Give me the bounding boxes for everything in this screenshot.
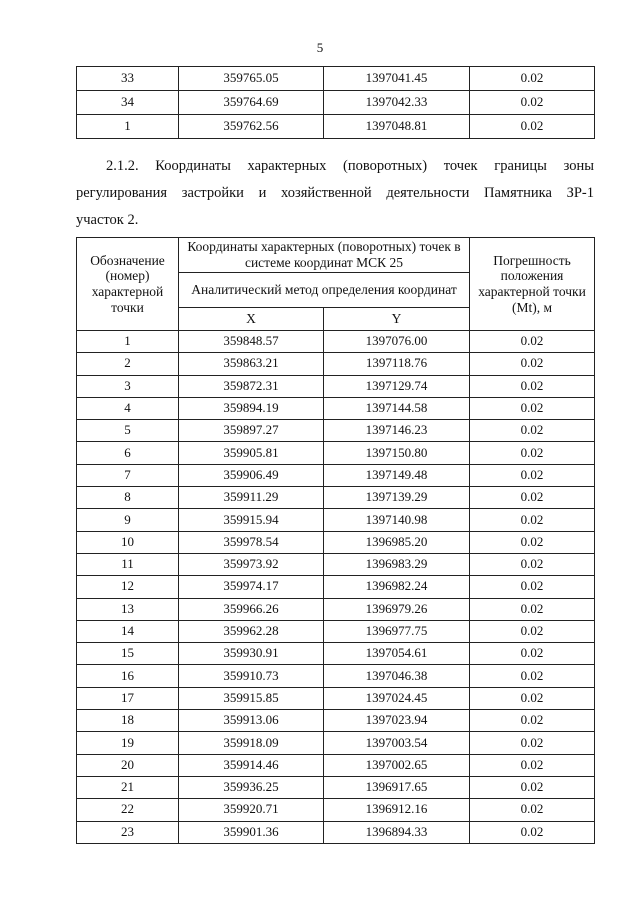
x-coordinate-cell: 359915.94 bbox=[179, 509, 324, 531]
x-coordinate-cell: 359764.69 bbox=[179, 91, 324, 115]
error-cell: 0.02 bbox=[470, 576, 595, 598]
x-coordinate-cell: 359765.05 bbox=[179, 67, 324, 91]
point-number-cell: 17 bbox=[77, 687, 179, 709]
point-number-cell: 2 bbox=[77, 353, 179, 375]
x-coordinate-cell: 359894.19 bbox=[179, 397, 324, 419]
y-coordinate-cell: 1397054.61 bbox=[324, 643, 470, 665]
y-coordinate-cell: 1396983.29 bbox=[324, 553, 470, 575]
point-number-cell: 14 bbox=[77, 620, 179, 642]
error-cell: 0.02 bbox=[470, 420, 595, 442]
error-cell: 0.02 bbox=[470, 442, 595, 464]
error-cell: 0.02 bbox=[470, 754, 595, 776]
y-coordinate-cell: 1396977.75 bbox=[324, 620, 470, 642]
y-coordinate-cell: 1397024.45 bbox=[324, 687, 470, 709]
y-coordinate-cell: 1397146.23 bbox=[324, 420, 470, 442]
y-coordinate-cell: 1397150.80 bbox=[324, 442, 470, 464]
x-coordinate-cell: 359913.06 bbox=[179, 710, 324, 732]
header-method: Аналитический метод определения координат bbox=[179, 273, 470, 308]
page-number: 5 bbox=[316, 40, 324, 55]
point-number-cell: 13 bbox=[77, 598, 179, 620]
x-coordinate-cell: 359915.85 bbox=[179, 687, 324, 709]
error-cell: 0.02 bbox=[470, 115, 595, 139]
x-coordinate-cell: 359914.46 bbox=[179, 754, 324, 776]
coordinates-table-continued-body bbox=[77, 67, 595, 139]
x-coordinate-cell: 359978.54 bbox=[179, 531, 324, 553]
point-number-cell: 6 bbox=[77, 442, 179, 464]
x-coordinate-cell: 359966.26 bbox=[179, 598, 324, 620]
x-coordinate-cell: 359936.25 bbox=[179, 776, 324, 798]
header-y: Y bbox=[324, 308, 470, 331]
error-cell: 0.02 bbox=[470, 331, 595, 353]
y-coordinate-cell: 1397076.00 bbox=[324, 331, 470, 353]
point-number-cell: 3 bbox=[77, 375, 179, 397]
error-cell: 0.02 bbox=[470, 464, 595, 486]
error-cell: 0.02 bbox=[470, 732, 595, 754]
y-coordinate-cell: 1396982.24 bbox=[324, 576, 470, 598]
error-cell: 0.02 bbox=[470, 687, 595, 709]
y-coordinate-cell: 1397003.54 bbox=[324, 732, 470, 754]
x-coordinate-cell: 359973.92 bbox=[179, 553, 324, 575]
error-cell: 0.02 bbox=[470, 643, 595, 665]
error-cell: 0.02 bbox=[470, 821, 595, 843]
table-row bbox=[77, 799, 595, 821]
point-number-cell: 15 bbox=[77, 643, 179, 665]
table-row bbox=[77, 643, 595, 665]
table-row bbox=[77, 598, 595, 620]
error-cell: 0.02 bbox=[470, 353, 595, 375]
y-coordinate-cell: 1397002.65 bbox=[324, 754, 470, 776]
x-coordinate-cell: 359901.36 bbox=[179, 821, 324, 843]
y-coordinate-cell: 1396985.20 bbox=[324, 531, 470, 553]
x-coordinate-cell: 359906.49 bbox=[179, 464, 324, 486]
error-cell: 0.02 bbox=[470, 487, 595, 509]
x-coordinate-cell: 359848.57 bbox=[179, 331, 324, 353]
point-number-cell: 21 bbox=[77, 776, 179, 798]
error-cell: 0.02 bbox=[470, 665, 595, 687]
y-coordinate-cell: 1397144.58 bbox=[324, 397, 470, 419]
header-error: Погрешность положения характерной точки (Mt), м bbox=[470, 238, 595, 331]
coordinates-table-body bbox=[77, 331, 595, 844]
y-coordinate-cell: 1396979.26 bbox=[324, 598, 470, 620]
x-coordinate-cell: 359762.56 bbox=[179, 115, 324, 139]
table-row bbox=[77, 442, 595, 464]
point-number-cell: 10 bbox=[77, 531, 179, 553]
point-number-cell: 8 bbox=[77, 487, 179, 509]
point-number-cell: 22 bbox=[77, 799, 179, 821]
error-cell: 0.02 bbox=[470, 553, 595, 575]
point-number-cell: 20 bbox=[77, 754, 179, 776]
point-number-cell: 5 bbox=[77, 420, 179, 442]
x-coordinate-cell: 359918.09 bbox=[179, 732, 324, 754]
x-coordinate-cell: 359872.31 bbox=[179, 375, 324, 397]
table-row bbox=[77, 620, 595, 642]
point-number-cell: 18 bbox=[77, 710, 179, 732]
table-row bbox=[77, 754, 595, 776]
table-row bbox=[77, 375, 595, 397]
error-cell: 0.02 bbox=[470, 375, 595, 397]
error-cell: 0.02 bbox=[470, 67, 595, 91]
point-number-cell: 1 bbox=[77, 331, 179, 353]
y-coordinate-cell: 1397041.45 bbox=[324, 67, 470, 91]
x-coordinate-cell: 359962.28 bbox=[179, 620, 324, 642]
y-coordinate-cell: 1397149.48 bbox=[324, 464, 470, 486]
table-row bbox=[77, 115, 595, 139]
x-coordinate-cell: 359863.21 bbox=[179, 353, 324, 375]
x-coordinate-cell: 359920.71 bbox=[179, 799, 324, 821]
header-coords-system: Координаты характерных (поворотных) точек в системе координат МСК 25 bbox=[179, 238, 470, 273]
table-row bbox=[77, 487, 595, 509]
table-row bbox=[77, 420, 595, 442]
x-coordinate-cell: 359905.81 bbox=[179, 442, 324, 464]
error-cell: 0.02 bbox=[470, 710, 595, 732]
point-number-cell: 7 bbox=[77, 464, 179, 486]
table-row bbox=[77, 732, 595, 754]
point-number-cell: 34 bbox=[77, 91, 179, 115]
point-number-cell: 1 bbox=[77, 115, 179, 139]
error-cell: 0.02 bbox=[470, 91, 595, 115]
x-coordinate-cell: 359910.73 bbox=[179, 665, 324, 687]
point-number-cell: 19 bbox=[77, 732, 179, 754]
error-cell: 0.02 bbox=[470, 509, 595, 531]
y-coordinate-cell: 1396894.33 bbox=[324, 821, 470, 843]
coordinates-table-continued bbox=[76, 66, 595, 139]
y-coordinate-cell: 1397129.74 bbox=[324, 375, 470, 397]
point-number-cell: 23 bbox=[77, 821, 179, 843]
table-row bbox=[77, 821, 595, 843]
table-row bbox=[77, 665, 595, 687]
point-number-cell: 16 bbox=[77, 665, 179, 687]
error-cell: 0.02 bbox=[470, 799, 595, 821]
y-coordinate-cell: 1396917.65 bbox=[324, 776, 470, 798]
table-row bbox=[77, 531, 595, 553]
error-cell: 0.02 bbox=[470, 531, 595, 553]
error-cell: 0.02 bbox=[470, 776, 595, 798]
x-coordinate-cell: 359911.29 bbox=[179, 487, 324, 509]
y-coordinate-cell: 1397048.81 bbox=[324, 115, 470, 139]
x-coordinate-cell: 359974.17 bbox=[179, 576, 324, 598]
y-coordinate-cell: 1397023.94 bbox=[324, 710, 470, 732]
point-number-cell: 4 bbox=[77, 397, 179, 419]
table-row bbox=[77, 353, 595, 375]
table-row bbox=[77, 91, 595, 115]
table-row bbox=[77, 687, 595, 709]
x-coordinate-cell: 359930.91 bbox=[179, 643, 324, 665]
y-coordinate-cell: 1397139.29 bbox=[324, 487, 470, 509]
table-row bbox=[77, 509, 595, 531]
table-row bbox=[77, 67, 595, 91]
point-number-cell: 11 bbox=[77, 553, 179, 575]
y-coordinate-cell: 1396912.16 bbox=[324, 799, 470, 821]
point-number-cell: 9 bbox=[77, 509, 179, 531]
table-row bbox=[77, 464, 595, 486]
point-number-cell: 12 bbox=[77, 576, 179, 598]
table-row bbox=[77, 397, 595, 419]
y-coordinate-cell: 1397140.98 bbox=[324, 509, 470, 531]
error-cell: 0.02 bbox=[470, 397, 595, 419]
point-number-cell: 33 bbox=[77, 67, 179, 91]
coordinates-table-header bbox=[77, 238, 595, 331]
table-row bbox=[77, 553, 595, 575]
error-cell: 0.02 bbox=[470, 620, 595, 642]
section-heading-line-1: 2.1.2. Координаты характерных (поворотных) точек границы зоны bbox=[106, 158, 594, 174]
table-row bbox=[77, 776, 595, 798]
coordinates-table bbox=[76, 237, 595, 844]
x-coordinate-cell: 359897.27 bbox=[179, 420, 324, 442]
section-heading-line-3: участок 2. bbox=[76, 212, 139, 228]
header-designation: Обозначение (номер) характерной точки bbox=[77, 238, 179, 331]
y-coordinate-cell: 1397118.76 bbox=[324, 353, 470, 375]
header-x: X bbox=[179, 308, 324, 331]
table-row bbox=[77, 710, 595, 732]
section-heading-line-2: регулирования застройки и хозяйственной деятельности Памятника ЗР-1 bbox=[76, 185, 594, 201]
table-row bbox=[77, 576, 595, 598]
y-coordinate-cell: 1397042.33 bbox=[324, 91, 470, 115]
error-cell: 0.02 bbox=[470, 598, 595, 620]
y-coordinate-cell: 1397046.38 bbox=[324, 665, 470, 687]
table-row bbox=[77, 331, 595, 353]
